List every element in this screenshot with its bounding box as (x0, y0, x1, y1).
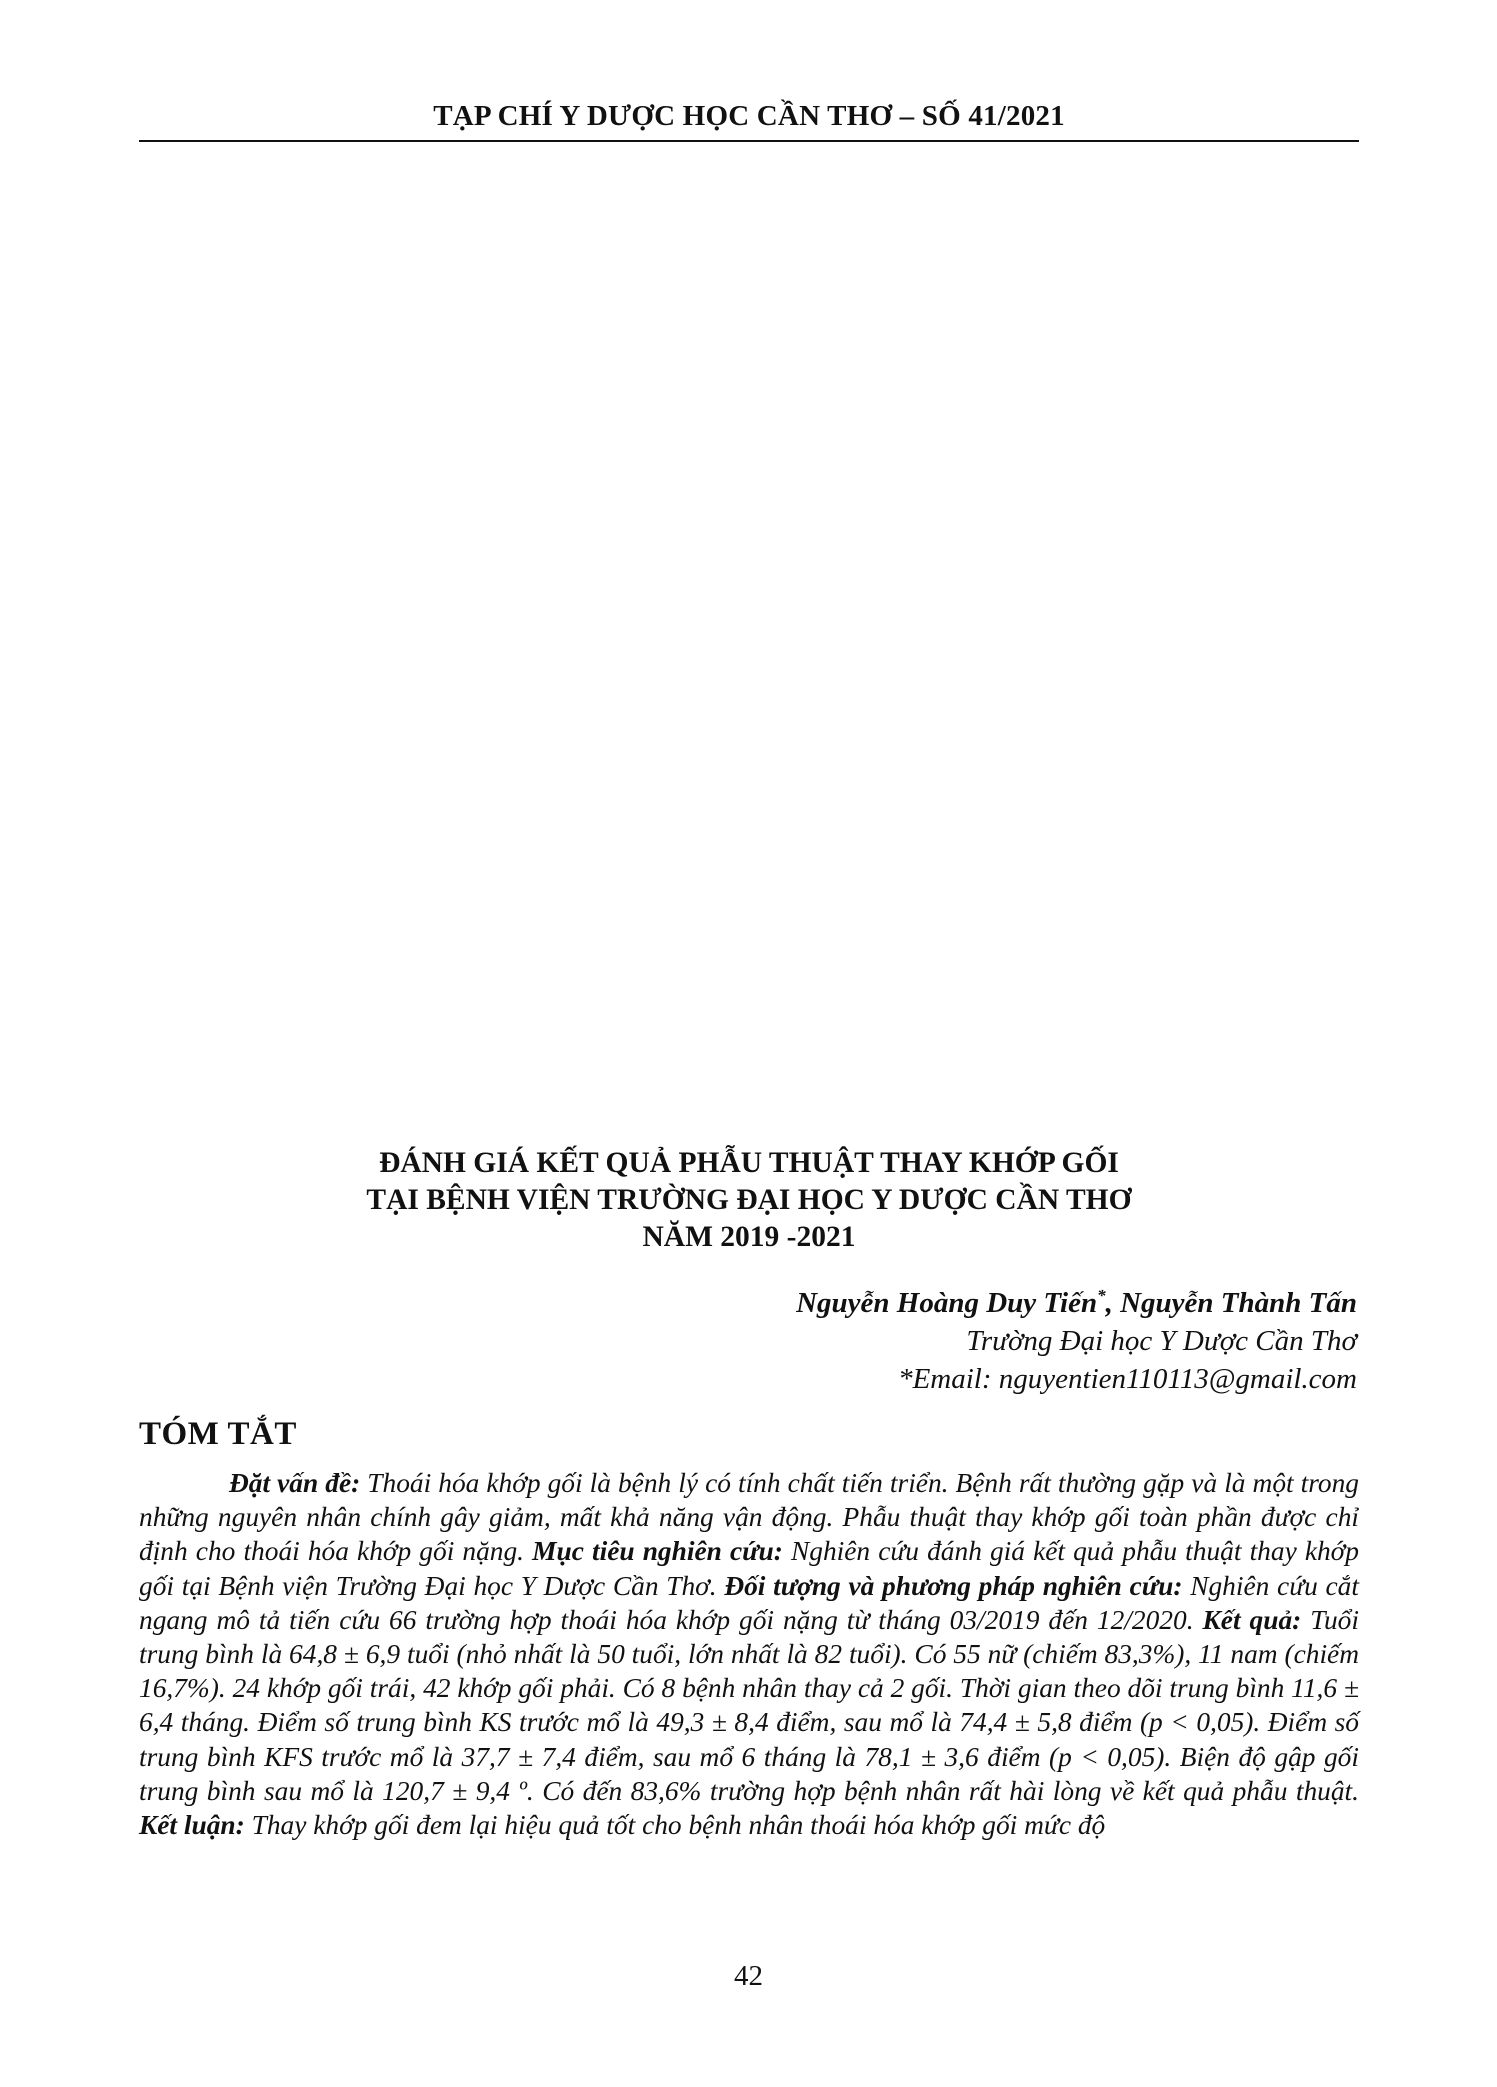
journal-header: TẠP CHÍ Y DƯỢC HỌC CẦN THƠ – SỐ 41/2021 (433, 100, 1065, 132)
article-title (139, 1145, 1359, 1256)
abstract-heading: TÓM TẮT (139, 1416, 297, 1452)
author-names (796, 1284, 1357, 1322)
text-results: Tuổi trung bình là 64,8 ± 6,9 tuổi (nhỏ nhất là 50 tuổi, lớn nhất là 82 tuổi). Có 55 nữ (chiếm 83,3%), 11 nam (chiếm 16,7%). 24 khớp gối trái, 42 khớp gối phải. Có 8 bệnh nhân thay cả 2 gối. Thời gian theo dõi trung bình 11,6 ± 6,4 tháng. Điểm số trung bình KS trước mổ là 49,3 ± 8,4 điểm, sau mổ là 74,4 ± 5,8 điểm (p < 0,05). Điểm số trung bình KFS trước mổ là 37,7 ± 7,4 điểm, sau mổ 6 tháng là 78,1 ± 3,6 điểm (p < 0,05). Biện độ gập gối trung bình sau mổ là 120,7 ± 9,4 º. Có đến 83,6% trường hợp bệnh nhân rất hài lòng về kết quả phẫu thuật. (139, 1604, 1359, 1806)
text-conclusion: Thay khớp gối đem lại hiệu quả tốt cho bệnh nhân thoái hóa khớp gối mức độ (244, 1810, 1106, 1841)
text-background: Thoái hóa khớp gối là bệnh lý có tính chất tiến triển. Bệnh rất thường gặp và là một trong những nguyên nhân chính gây giảm, mất khả năng vận động. Phẫu thuật thay khớp gối toàn phần được chỉ định cho thoái hóa khớp gối nặng. (139, 1468, 1360, 1567)
author-2: Nguyễn Thành Tấn (1120, 1287, 1357, 1319)
title-line-1: ĐÁNH GIÁ KẾT QUẢ PHẪU THUẬT THAY KHỚP GỐI (379, 1147, 1119, 1179)
page-number: 42 (734, 1960, 763, 1992)
author-1: Nguyễn Hoàng Duy Tiến (796, 1287, 1098, 1319)
text-methods: Nghiên cứu cắt ngang mô tả tiến cứu 66 trường hợp thoái hóa khớp gối nặng từ tháng 03/2019 đến 12/2020. (139, 1570, 1359, 1635)
text-objective: Nghiên cứu đánh giá kết quả phẫu thuật thay khớp gối tại Bệnh viện Trường Đại học Y Dược Cần Thơ. (139, 1536, 1360, 1601)
label-methods: Đối tượng và phương pháp nghiên cứu: (724, 1570, 1183, 1601)
label-objective: Mục tiêu nghiên cứu: (532, 1536, 783, 1567)
affiliation: Trường Đại học Y Dược Cần Thơ (966, 1325, 1357, 1357)
author-block (796, 1284, 1357, 1398)
author-separator: , (1105, 1287, 1121, 1319)
abstract-paragraph (139, 1466, 1359, 1842)
title-line-2: TẠI BỆNH VIỆN TRƯỜNG ĐẠI HỌC Y DƯỢC CẦN THƠ (366, 1184, 1132, 1216)
corresponding-mark: * (1097, 1286, 1106, 1305)
label-results: Kết quả: (1202, 1604, 1302, 1635)
title-line-3: NĂM 2019 -2021 (642, 1221, 856, 1253)
author-email: *Email: nguyentien110113@gmail.com (898, 1363, 1357, 1395)
header-rule (139, 140, 1359, 142)
label-conclusion: Kết luận: (139, 1810, 245, 1841)
label-background: Đặt vấn đề: (229, 1468, 361, 1498)
